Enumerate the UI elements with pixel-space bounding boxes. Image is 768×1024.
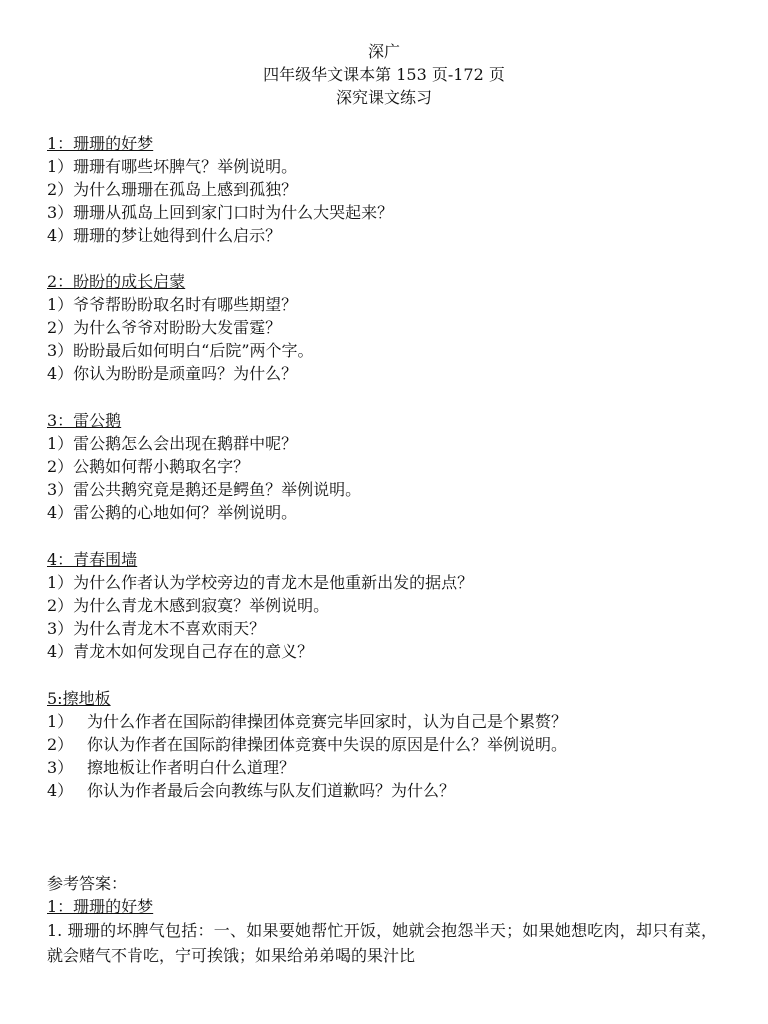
question: 3）雷公共鹅究竟是鹅还是鳄鱼？举例说明。	[47, 480, 362, 499]
header-school: 深广	[367, 42, 400, 61]
section-1	[47, 132, 747, 247]
answer-paragraph: 1. 珊珊的坏脾气包括：一、如果要她帮忙开饭，她就会抱怨半天；如果她想吃肉，却只有菜，就会赌气不肯吃，宁可挨饿；如果给弟弟喝的果汁比	[47, 921, 717, 965]
section-2	[47, 270, 747, 385]
question: 1）爷爷帮盼盼取名时有哪些期望？	[47, 295, 298, 314]
question	[47, 756, 747, 779]
question: 4）青龙木如何发现自己存在的意义？	[47, 642, 314, 661]
question-number: 1）	[47, 712, 74, 731]
question: 4）珊珊的梦让她得到什么启示？	[47, 226, 282, 245]
question: 2）为什么珊珊在孤岛上感到孤独？	[47, 180, 298, 199]
header-textbook-range: 四年级华文课本第 153 页-172 页	[263, 65, 505, 84]
header-exercise-title: 深究课文练习	[335, 88, 432, 107]
question-text: 你认为作者在国际韵律操团体竞赛中失误的原因是什么？举例说明。	[87, 735, 568, 754]
section-4	[47, 548, 747, 663]
question: 2）为什么青龙木感到寂寞？举例说明。	[47, 596, 330, 615]
section-title: 3：雷公鹅	[47, 411, 122, 430]
question: 1）为什么作者认为学校旁边的青龙木是他重新出发的据点？	[47, 573, 474, 592]
question	[47, 710, 747, 733]
section-5	[47, 687, 747, 802]
question: 3）为什么青龙木不喜欢雨天？	[47, 619, 266, 638]
question-text: 你认为作者最后会向教练与队友们道歉吗？为什么？	[87, 781, 456, 800]
section-3	[47, 409, 747, 524]
question: 1）珊珊有哪些坏脾气？举例说明。	[47, 157, 298, 176]
question-number: 2）	[47, 735, 74, 754]
section-title: 4：青春围墙	[47, 550, 138, 569]
section-title: 2：盼盼的成长启蒙	[47, 272, 186, 291]
section-title: 1：珊珊的好梦	[47, 134, 154, 153]
question: 4）你认为盼盼是顽童吗？为什么？	[47, 364, 298, 383]
section-title: 5:擦地板	[47, 689, 111, 708]
question-text: 擦地板让作者明白什么道理？	[87, 758, 296, 777]
question: 2）公鹅如何帮小鹅取名字？	[47, 457, 250, 476]
question-number: 3）	[47, 758, 74, 777]
question: 4）雷公鹅的心地如何？举例说明。	[47, 503, 298, 522]
question: 2）为什么爷爷对盼盼大发雷霆？	[47, 318, 282, 337]
question: 3）珊珊从孤岛上回到家门口时为什么大哭起来？	[47, 203, 394, 222]
reference-answers	[47, 872, 717, 968]
question-text: 为什么作者在国际韵律操团体竞赛完毕回家时，认为自己是个累赘？	[87, 712, 568, 731]
answers-section-title: 1：珊珊的好梦	[47, 897, 154, 916]
question: 1）雷公鹅怎么会出现在鹅群中呢？	[47, 434, 298, 453]
question-number: 4）	[47, 781, 74, 800]
document-header	[0, 40, 768, 109]
question	[47, 779, 747, 802]
question: 3）盼盼最后如何明白“后院”两个字。	[47, 341, 314, 360]
question	[47, 733, 747, 756]
answers-heading: 参考答案：	[47, 874, 128, 893]
